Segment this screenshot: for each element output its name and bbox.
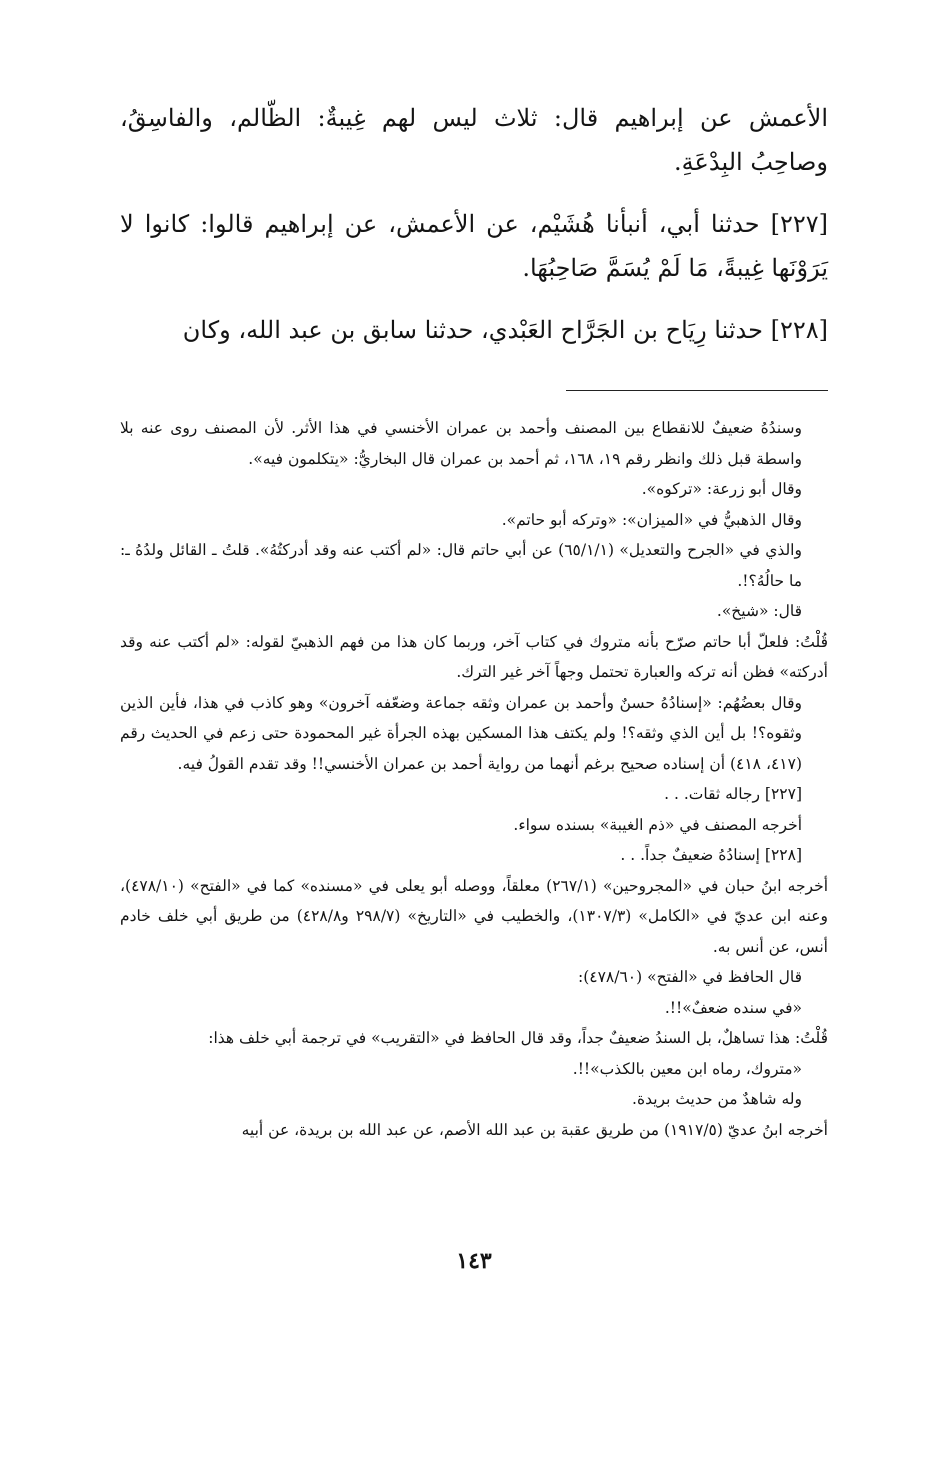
- footnote-paragraph: أخرجه المصنف في «ذم الغيبة» بسنده سواء.: [513, 815, 802, 834]
- footnote-paragraph: وقال بعضُهُم: «إسنادُهُ حسنٌ وأحمد بن عمران وثقه جماعة وضعّفه آخرون» وهو كاذب في هذا، فأين الذين وثقوه؟! بل أين الذي وثقه؟! ولم يكتف هذا المسكين بهذه الجرأة غير المحمودة حتى زعم في الحديث رقم (٤١٧، ٤١٨) أن إسناده صحيح برغم أنهما من رواية أحمد بن عمران الأخنسي!! وقد تقدم القولُ فيه.: [120, 693, 802, 773]
- main-paragraph: الأعمش عن إبراهيم قال: ثلاث ليس لهم غِيبةٌ: الظّالم، والفاسِقُ، وصاحِبُ البِدْعَةِ.: [120, 104, 828, 176]
- footnote-paragraph: قُلْتُ: فلعلّ أبا حاتم صرّح بأنه متروك في كتاب آخر، وربما كان هذا من فهم الذهبيّ لقوله: «لم أكتب عنه وقد أدركته» فظن أنه تركه والعبارة تحتمل وجهاً آخر غير الترك.: [120, 632, 828, 681]
- footnote-paragraph: قُلْتُ: هذا تساهلٌ، بل السندُ ضعيفٌ جداً، وقد قال الحافظ في «التقريب» في ترجمة أبي خلف هذا:: [208, 1029, 828, 1047]
- footnote-paragraph: وقال أبو زرعة: «تركوه».: [641, 480, 802, 498]
- footnote-paragraph: وقال الذهبيُّ في «الميزان»: «وتركه أبو حاتم».: [501, 510, 802, 529]
- footnote-separator: [566, 390, 828, 391]
- footnote-paragraph: [٢٢٧] رجاله ثقات. . .: [664, 785, 802, 803]
- footnote-paragraph: قال: «شيخ».: [716, 602, 802, 620]
- footnote-paragraph: [٢٢٨] إسنادُهُ ضعيفٌ جداً. . .: [620, 846, 802, 864]
- footnote-paragraph: أخرجه ابنُ عديّ (١٩١٧/٥) من طريق عقبة بن عبد الله الأصم، عن عبد الله بن بريدة، عن أبيه: [241, 1120, 828, 1139]
- main-paragraph: [٢٢٨] حدثنا رِيَاح بن الجَرَّاح العَبْدي، حدثنا سابق بن عبد الله، وكان: [182, 316, 828, 344]
- footnotes: [120, 413, 828, 1145]
- footnote-paragraph: «متروك، رماه ابن معين بالكذب»!!.: [572, 1059, 802, 1078]
- footnote-paragraph: وسندُهُ ضعيفٌ للانقطاع بين المصنف وأحمد بن عمران الأخنسي في هذا الأثر. لأن المصنف روى عنه بلا واسطة قبل ذلك وانظر رقم ١٩، ١٦٨، ثم أحمد بن عمران قال البخاريُّ: «يتكلمون فيه».: [120, 419, 802, 468]
- page-number: ١٤٣: [456, 1248, 492, 1274]
- footnote-paragraph: وله شاهدٌ من حديث بريدة.: [632, 1090, 802, 1108]
- footnote-paragraph: قال الحافظ في «الفتح» (٤٧٨/٦٠):: [577, 968, 802, 986]
- main-paragraph: [٢٢٧] حدثنا أبي، أنبأنا هُشَيْم، عن الأعمش، عن إبراهيم قالوا: كانوا لا يَرَوْنَها غِيبةً، مَا لَمْ يُسَمَّ صَاحِبُهَا.: [120, 210, 828, 282]
- footnote-paragraph: والذي في «الجرح والتعديل» (٦٥/١/١) عن أبي حاتم قال: «لم أكتب عنه وقد أدركتُهُ». قلتُ ـ القائل ولدُهُ ـ: ما حالُهُ؟!.: [120, 541, 802, 590]
- footnote-paragraph: أخرجه ابنُ حبان في «المجروحين» (٢٦٧/١) معلقاً، ووصله أبو يعلى في «مسنده» كما في «الفتح» (٤٧٨/١٠)، وعنه ابن عديّ في «الكامل» (١٣٠٧/٣)، والخطيب في «التاريخ» (٢٩٨/٧ و٤٢٨/٨) من طريق أبي خلف خادم أنس، عن أنس به.: [120, 876, 829, 956]
- footnote-paragraph: «في سنده ضعفٌ»!!.: [664, 998, 802, 1017]
- main-text: [120, 96, 828, 352]
